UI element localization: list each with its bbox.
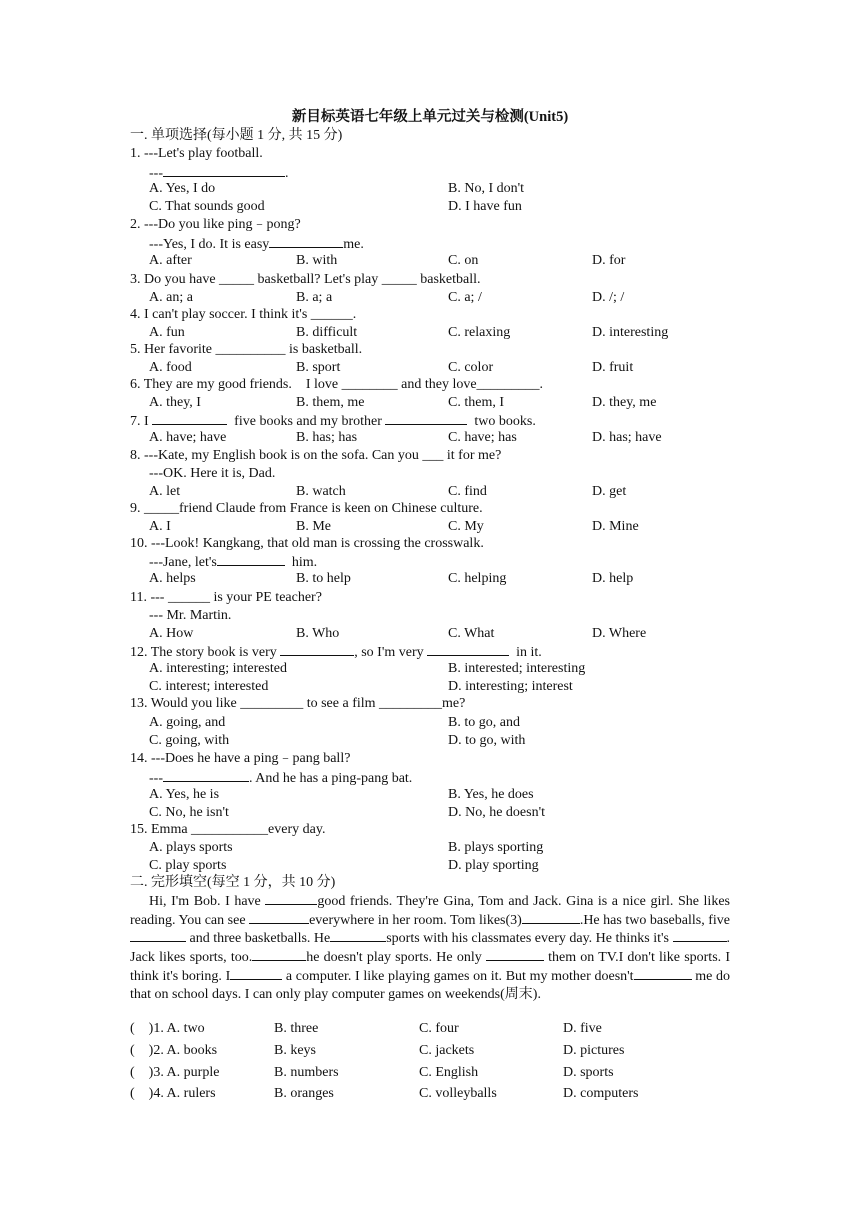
answer-blank xyxy=(163,163,285,177)
question-8-stem: 8. ---Kate, my English book is on the sofa. Can you ___ it for me? xyxy=(130,448,502,463)
question-9-option-c: C. My xyxy=(448,519,484,534)
question-14-reply: --- . And he has a ping-pang bat. xyxy=(149,768,412,787)
question-15-option-c: C. play sports xyxy=(149,858,227,873)
question-4-option-b: B. difficult xyxy=(296,325,358,340)
question-2-option-d: D. for xyxy=(592,253,626,268)
question-7-option-c: C. have; has xyxy=(448,430,517,445)
question-4-option-d: D. interesting xyxy=(592,325,669,340)
question-12-stem: 12. The story book is very , so I'm very in it. xyxy=(130,642,542,661)
cloze-blank-1 xyxy=(265,892,317,905)
cloze-option: B. three xyxy=(274,1021,319,1036)
question-5-option-c: C. color xyxy=(448,360,494,375)
question-6-option-d: D. they, me xyxy=(592,395,657,410)
question-1-option-c: C. That sounds good xyxy=(149,199,265,214)
cloze-blank-4 xyxy=(130,929,186,942)
answer-blank xyxy=(385,411,467,425)
cloze-option: B. oranges xyxy=(274,1086,334,1101)
cloze-blank-5 xyxy=(330,929,386,942)
question-6-option-c: C. them, I xyxy=(448,395,504,410)
question-5-option-a: A. food xyxy=(149,360,192,375)
question-13-option-c: C. going, with xyxy=(149,733,230,748)
question-1-reply: --- . xyxy=(149,163,289,182)
question-6-option-a: A. they, I xyxy=(149,395,201,410)
cloze-blank-7 xyxy=(252,948,306,961)
question-15-option-d: D. play sporting xyxy=(448,858,539,873)
question-11-option-b: B. Who xyxy=(296,626,340,641)
question-11-stem: 11. --- ______ is your PE teacher? xyxy=(130,590,322,605)
question-12-option-b: B. interested; interesting xyxy=(448,661,586,676)
question-15-stem: 15. Emma ___________every day. xyxy=(130,822,326,837)
cloze-option: D. sports xyxy=(563,1065,614,1080)
cloze-option: B. numbers xyxy=(274,1065,339,1080)
section-heading-single-choice: 一. 单项选择(每小题 1 分, 共 15 分) xyxy=(130,128,343,143)
answer-blank xyxy=(269,234,343,248)
question-14-option-a: A. Yes, he is xyxy=(149,787,220,802)
question-13-option-b: B. to go, and xyxy=(448,715,520,730)
question-9-stem: 9. _____friend Claude from France is keen on Chinese culture. xyxy=(130,501,483,516)
question-1-stem: 1. ---Let's play football. xyxy=(130,146,263,161)
question-15-option-b: B. plays sporting xyxy=(448,840,544,855)
question-9-option-d: D. Mine xyxy=(592,519,639,534)
answer-blank xyxy=(152,411,227,425)
cloze-option: C. four xyxy=(419,1021,459,1036)
answer-blank xyxy=(427,642,509,656)
question-1-option-a: A. Yes, I do xyxy=(149,181,216,196)
cloze-blank-8 xyxy=(486,948,544,961)
question-3-option-b: B. a; a xyxy=(296,290,333,305)
question-11-reply: --- Mr. Martin. xyxy=(149,608,232,623)
question-8-option-a: A. let xyxy=(149,484,181,499)
question-2-option-c: C. on xyxy=(448,253,479,268)
question-7-option-b: B. has; has xyxy=(296,430,358,445)
question-3-option-c: C. a; / xyxy=(448,290,482,305)
cloze-option: C. jackets xyxy=(419,1043,475,1058)
page-title: 新目标英语七年级上单元过关与检测(Unit5) xyxy=(291,109,569,125)
cloze-blank-2 xyxy=(249,911,309,924)
question-7-option-d: D. has; have xyxy=(592,430,662,445)
cloze-question-4: ( )4. A. rulers xyxy=(130,1086,216,1101)
answer-blank xyxy=(217,552,285,566)
cloze-blank-3 xyxy=(522,911,580,924)
question-12-option-c: C. interest; interested xyxy=(149,679,269,694)
question-12-option-d: D. interesting; interest xyxy=(448,679,573,694)
cloze-option: D. pictures xyxy=(563,1043,625,1058)
question-9-option-a: A. I xyxy=(149,519,171,534)
question-1-option-d: D. I have fun xyxy=(448,199,522,214)
question-10-option-d: D. help xyxy=(592,571,634,586)
cloze-option: C. English xyxy=(419,1065,479,1080)
question-14-stem: 14. ---Does he have a ping﹣pang ball? xyxy=(130,751,351,766)
question-14-option-d: D. No, he doesn't xyxy=(448,805,546,820)
question-13-option-a: A. going, and xyxy=(149,715,226,730)
question-14-option-c: C. No, he isn't xyxy=(149,805,229,820)
question-4-option-a: A. fun xyxy=(149,325,185,340)
question-8-option-d: D. get xyxy=(592,484,627,499)
question-3-option-a: A. an; a xyxy=(149,290,193,305)
cloze-blank-6 xyxy=(673,929,727,942)
question-2-option-a: A. after xyxy=(149,253,192,268)
question-2-stem: 2. ---Do you like ping﹣pong? xyxy=(130,217,301,232)
question-12-option-a: A. interesting; interested xyxy=(149,661,288,676)
question-2-option-b: B. with xyxy=(296,253,338,268)
cloze-question-2: ( )2. A. books xyxy=(130,1043,218,1058)
cloze-option: D. computers xyxy=(563,1086,639,1101)
cloze-question-1: ( )1. A. two xyxy=(130,1021,205,1036)
question-8-option-c: C. find xyxy=(448,484,487,499)
cloze-blank-10 xyxy=(634,967,692,980)
answer-blank xyxy=(280,642,354,656)
question-2-reply: ---Yes, I do. It is easy me. xyxy=(149,234,364,253)
question-3-stem: 3. Do you have _____ basketball? Let's play _____ basketball. xyxy=(130,272,481,287)
cloze-question-3: ( )3. A. purple xyxy=(130,1065,220,1080)
question-8-reply: ---OK. Here it is, Dad. xyxy=(149,466,276,481)
answer-blank xyxy=(163,768,249,782)
question-1-option-b: B. No, I don't xyxy=(448,181,525,196)
question-15-option-a: A. plays sports xyxy=(149,840,233,855)
question-13-stem: 13. Would you like _________ to see a film _________me? xyxy=(130,696,466,711)
cloze-option: D. five xyxy=(563,1021,602,1036)
question-8-option-b: B. watch xyxy=(296,484,346,499)
cloze-passage: Hi, I'm Bob. I have good friends. They're Gina, Tom and Jack. Gina is a nice girl. She likes reading. You can see everywhere in her room. Tom likes(3) .He has two baseballs, five and three basketballs. He sports with his classmates every day. He thinks it's . Jack likes sports, too. he doesn't play sports. He only them on TV.I don't like sports. I think it's boring. I a computer. I like playing games on it. But my mother doesn't me do that on school days. I can only play computer games on weekends(周末). xyxy=(130,894,730,1002)
cloze-option: B. keys xyxy=(274,1043,316,1058)
question-11-option-a: A. How xyxy=(149,626,194,641)
question-10-reply: ---Jane, let's him. xyxy=(149,552,317,571)
question-10-option-a: A. helps xyxy=(149,571,196,586)
question-13-option-d: D. to go, with xyxy=(448,733,526,748)
cloze-blank-9 xyxy=(230,967,282,980)
section-heading-cloze: 二. 完形填空(每空 1 分，共 10 分) xyxy=(130,875,336,890)
question-7-option-a: A. have; have xyxy=(149,430,227,445)
question-14-option-b: B. Yes, he does xyxy=(448,787,534,802)
question-4-stem: 4. I can't play soccer. I think it's ______. xyxy=(130,307,357,322)
question-10-stem: 10. ---Look! Kangkang, that old man is crossing the crosswalk. xyxy=(130,536,484,551)
question-5-option-b: B. sport xyxy=(296,360,341,375)
question-11-option-c: C. What xyxy=(448,626,495,641)
question-9-option-b: B. Me xyxy=(296,519,331,534)
question-5-option-d: D. fruit xyxy=(592,360,634,375)
question-3-option-d: D. /; / xyxy=(592,290,625,305)
question-11-option-d: D. Where xyxy=(592,626,647,641)
question-5-stem: 5. Her favorite __________ is basketball. xyxy=(130,342,363,357)
question-10-option-c: C. helping xyxy=(448,571,507,586)
question-10-option-b: B. to help xyxy=(296,571,351,586)
question-7-stem: 7. I five books and my brother two books. xyxy=(130,411,536,430)
question-6-option-b: B. them, me xyxy=(296,395,365,410)
question-4-option-c: C. relaxing xyxy=(448,325,511,340)
cloze-option: C. volleyballs xyxy=(419,1086,497,1101)
question-6-stem: 6. They are my good friends. I love ________ and they love_________. xyxy=(130,377,544,392)
